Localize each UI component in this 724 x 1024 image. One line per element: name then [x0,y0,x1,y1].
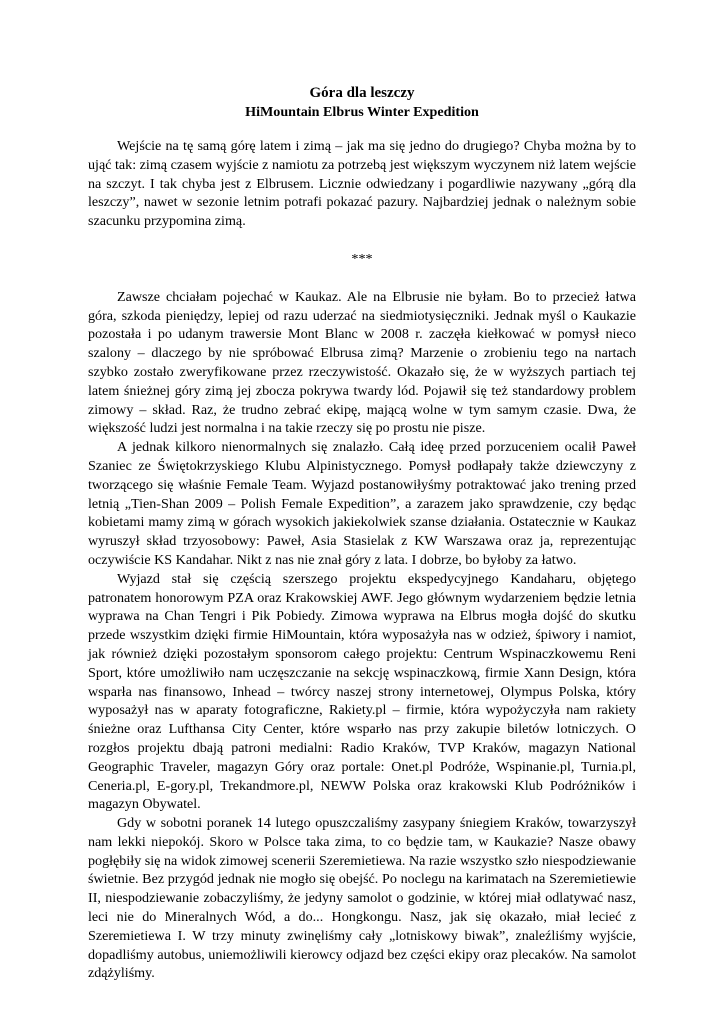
article-title: Góra dla leszczy [309,85,415,101]
document-page [88,84,636,983]
section-separator: *** [351,250,373,267]
article-subtitle: HiMountain Elbrus Winter Expedition [245,104,479,120]
body-paragraph-1: Zawsze chciałam pojechać w Kaukaz. Ale na Elbrusie nie byłam. Bo to przecież łatwa góra, szkoda pieniędzy, lepiej od razu uderzać na siedmiotysięczniki. Jednak myśl o Kaukazie pozostała i po udanym trawersie Mont Blanc w 2008 r. zaczęła kiełkować w pomysł nieco szalony – dlaczego by nie spróbować Elbrusa zimą? Marzenie o zrobieniu tego na nartach szybko zostało zweryfikowane przez rzeczywistość. Okazało się, że w wyższych partiach tej latem śnieżnej góry zimą jej zbocza pokrywa twardy lód. Pojawił się też standardowy problem zimowy – skład. Raz, że trudno zebrać ekipę, mającą wolne w tym samym czasie. Dwa, że większość ludzi jest normalna i na takie rzeczy się po prostu nie pisze. [88,288,636,437]
body-paragraph-2: A jednak kilkoro nienormalnych się znalazło. Całą ideę przed porzuceniem ocalił Paweł Szaniec ze Świętokrzyskiego Klubu Alpinistycznego. Pomysł podłapały także dziewczyny z tworzącego się właśnie Female Team. Wyjazd postanowiłyśmy potraktować jako trening przed letnią „Tien-Shan 2009 – Polish Female Expedition”, a zarazem jako sprawdzenie, czy będąc kobietami mamy zimą w górach wysokich jakiekolwiek szanse działania. Ostatecznie w Kaukaz wyruszył skład trzyosobowy: Paweł, Asia Stasielak z KW Warszawa oraz ja, reprezentując oczywiście KS Kandahar. Nikt z nas nie znał góry z lata. I dobrze, bo byłoby za łatwo. [88,439,636,568]
body-paragraph-3: Wyjazd stał się częścią szerszego projektu ekspedycyjnego Kandaharu, objętego patronatem honorowym PZA oraz Krakowskiej AWF. Jego głównym wydarzeniem będzie letnia wyprawa na Chan Tengri i Pik Pobiedy. Zimowa wyprawa na Elbrus mogła dojść do skutku przede wszystkim dzięki firmie HiMountain, która wyposażyła nas w odzież, śpiwory i namiot, jak również dzięki pozostałym sponsorom całego projektu: Centrum Wspinaczkowemu Reni Sport, które umożliwiło nam uczęszczanie na sekcję wspinaczkową, firmie Xann Design, która wsparła nas finansowo, Inhead – twórcy naszej strony internetowej, Olympus Polska, który wyposażył nas w aparaty fotograficzne, Rakiety.pl – firmie, która wypożyczyła nam rakiety śnieżne oraz Lufthansa City Center, które wsparło nas przy zakupie biletów lotniczych. O rozgłos projektu dbają patroni medialni: Radio Kraków, TVP Kraków, magazyn National Geographic Traveler, magazyn Góry oraz portale: Onet.pl Podróże, Wspinanie.pl, Turnia.pl, Ceneria.pl, E-gory.pl, Trekandmore.pl, NEWW Polska oraz krakowski Klub Podróżników i magazyn Obywatel. [88,570,636,813]
body-paragraph-4: Gdy w sobotni poranek 14 lutego opuszczaliśmy zasypany śniegiem Kraków, towarzyszył nam lekki niepokój. Skoro w Polsce taka zima, to co będzie tam, w Kaukazie? Nasze obawy pogłębiły się na widok zimowej scenerii Szeremietiewa. Na razie wszystko szło niespodziewanie świetnie. Bez przygód jednak nie mogło się obejść. Po noclegu na karimatach na Szeremietiewie II, niespodziewanie zobaczyliśmy, że jedyny samolot o godzinie, w której miał odlatywać nasz, leci nie do Mineralnych Wód, a do... Hongkongu. Nasz, jak się okazało, miał lecieć z Szeremietiewa I. W trzy minuty zwinęliśmy cały „lotniskowy biwak”, znaleźliśmy wyjście, dopadliśmy autobus, uniemożliwili kierowcy odjazd bez części ekipy oraz plecaków. Na samolot zdążyliśmy. [88,815,636,982]
lead-paragraph: Wejście na tę samą górę latem i zimą – jak ma się jedno do drugiego? Chyba można by to ująć tak: zimą czasem wyjście z namiotu za potrzebą jest większym wyczynem niż latem wejście na szczyt. I tak chyba jest z Elbrusem. Licznie odwiedzany i pogardliwie nazywany „górą dla leszczy”, nawet w sezonie letnim potrafi pokazać pazury. Najbardziej jednak o należnym sobie szacunku przypomina zimą. [88,138,636,230]
